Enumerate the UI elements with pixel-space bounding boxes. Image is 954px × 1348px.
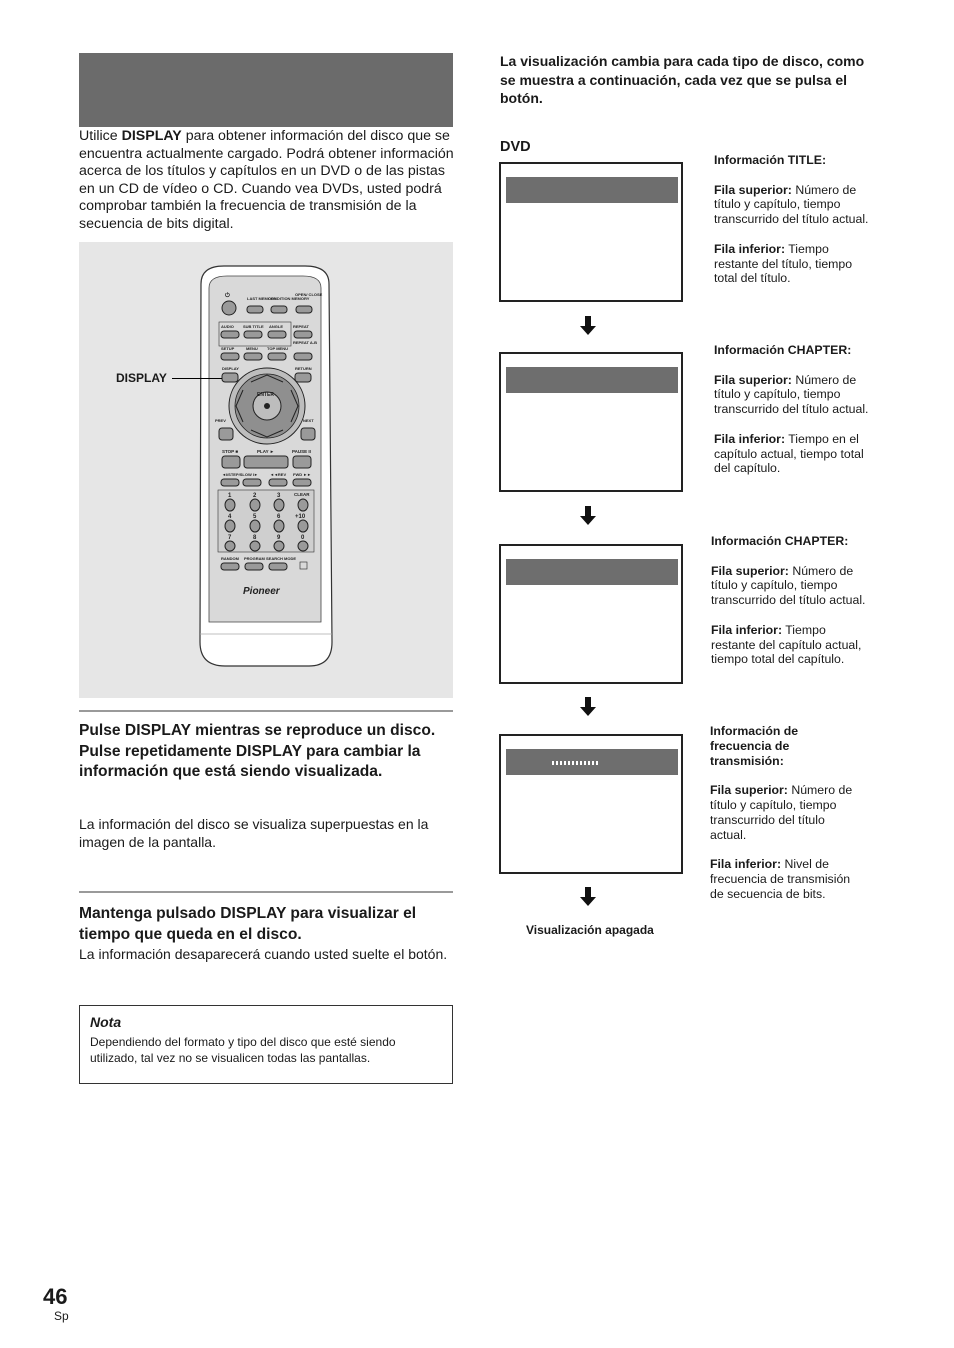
arrow-down-icon [578, 887, 598, 907]
label-enter: ENTER [257, 392, 274, 398]
section-header-band [79, 53, 453, 127]
menu-button[interactable] [244, 353, 262, 360]
info-bitrate: Información de frecuencia de transmisión: Fila superior: Número de título y capítulo, tiempo transcurrido del título actual. Fila inferior: Nivel de frecuencia de transmisión de secuencia de bits. [710, 724, 853, 901]
key-3[interactable] [274, 499, 284, 511]
search-mode-button[interactable] [269, 563, 287, 570]
label-condition-memory: CONDITION MEMORY [268, 296, 310, 301]
label-menu: MENU [246, 346, 258, 351]
bitrate-meter [552, 761, 600, 765]
digit-5: 5 [253, 514, 257, 520]
step1-body: La información del disco se visualiza superpuestas en la imagen de la pantalla. [79, 816, 429, 850]
label-random: RANDOM [221, 556, 239, 561]
intro-paragraph: Utilice DISPLAY para obtener información del disco que se encuentra actualmente cargado. Podrá obtener información acerca de los títulos y capítulos en un DVD o de las pistas en un CD de vídeo o CD. Cuando vea DVDs, usted podrá comprobar también la frecuencia de transmisión de la secuencia de bits digital. [79, 128, 454, 232]
repeat-ab-button[interactable] [294, 353, 312, 360]
prev-button[interactable] [219, 428, 233, 440]
repeat-button[interactable] [294, 331, 312, 338]
sub-title-button[interactable] [244, 331, 262, 338]
stop-button[interactable] [222, 456, 240, 468]
remote-control-illustration [79, 242, 453, 698]
label-stop: STOP ■ [222, 449, 239, 454]
step1-heading: Pulse DISPLAY mientras se reproduce un disco. Pulse repetidamente DISPLAY para cambiar la información que está siendo visualizada. [79, 722, 436, 780]
key-4[interactable] [225, 520, 235, 532]
fwd-button[interactable] [293, 479, 311, 486]
display-button[interactable] [222, 373, 238, 382]
label-audio: AUDIO [221, 324, 234, 329]
step2-heading: Mantenga pulsado DISPLAY para visualizar el tiempo que queda en el disco. [79, 905, 417, 943]
label-rev: ◄◄REV [270, 472, 287, 477]
label-next: NEXT [303, 418, 314, 423]
step1-rule [79, 710, 453, 712]
label-open-close: OPEN/ CLOSE [295, 292, 323, 297]
last-memory-button[interactable] [247, 306, 263, 313]
key-8[interactable] [250, 541, 260, 551]
step-back-button[interactable] [221, 479, 239, 486]
pioneer-logo: Pioneer [243, 586, 280, 597]
page-language: Sp [54, 1309, 69, 1323]
tv-screen-title [499, 162, 683, 302]
key-6[interactable] [274, 520, 284, 532]
digit-6: 6 [277, 514, 281, 520]
audio-button[interactable] [221, 331, 239, 338]
rev-button[interactable] [269, 479, 287, 486]
arrow-down-icon [578, 316, 598, 336]
step-forward-button[interactable] [243, 479, 261, 486]
label-prev: PREV [215, 418, 226, 423]
label-repeat-ab: REPEAT A-B [293, 340, 317, 345]
play-button[interactable] [244, 456, 288, 468]
directional-pad[interactable] [229, 368, 305, 444]
label-clear: CLEAR [294, 492, 310, 497]
angle-button[interactable] [268, 331, 286, 338]
label-play: PLAY ► [257, 449, 275, 454]
info-chapter-elapsed: Información CHAPTER: Fila superior: Número de título y capítulo, tiempo transcurrido del título actual. Fila inferior: Tiempo en el capítulo actual, tiempo total del capítulo. [714, 343, 869, 476]
arrow-down-icon [578, 697, 598, 717]
key-0[interactable] [298, 541, 308, 551]
label-search-mode: SEARCH MODE [266, 556, 297, 561]
label-sub-title: SUB TITLE [243, 324, 264, 329]
digit-3: 3 [277, 493, 281, 499]
label-top-menu: TOP MENU [267, 346, 288, 351]
osd-bar [506, 559, 678, 585]
label-program: PROGRAM [244, 556, 265, 561]
remote-illustration-panel [79, 242, 453, 698]
osd-bar [506, 367, 678, 393]
digit-2: 2 [253, 493, 257, 499]
key-clear[interactable] [298, 499, 308, 511]
tv-screen-chapter-remaining [499, 544, 683, 684]
nota-body: Dependiendo del formato y tipo del disco que esté siendo utilizado, tal vez no se visualicen todas las pantallas. [90, 1035, 396, 1065]
return-button[interactable] [295, 373, 311, 382]
key-1[interactable] [225, 499, 235, 511]
digit-9: 9 [277, 535, 281, 541]
open-close-button[interactable] [296, 306, 312, 313]
right-intro: La visualización cambia para cada tipo de disco, como se muestra a continuación, cada vez que se pulsa el botón. [500, 53, 865, 106]
display-callout-label: DISPLAY [116, 371, 167, 385]
step2-body: La información desaparecerá cuando usted suelte el botón. [79, 946, 448, 962]
key-2[interactable] [250, 499, 260, 511]
key-5[interactable] [250, 520, 260, 532]
svg-text:⏻: ⏻ [225, 293, 230, 299]
display-callout-line [172, 378, 222, 379]
label-angle: ANGLE [269, 324, 283, 329]
label-pause: PAUSE II [292, 449, 311, 454]
page-number: 46 [43, 1284, 68, 1309]
display-off-label: Visualización apagada [526, 923, 654, 937]
info-title: Información TITLE: Fila superior: Número de título y capítulo, tiempo transcurrido del título actual. Fila inferior: Tiempo restante del título, tiempo total del título. [714, 153, 869, 286]
nota-title: Nota [90, 1014, 122, 1030]
key-plus10[interactable] [298, 520, 308, 532]
label-plus10: +10 [295, 514, 306, 520]
digit-1: 1 [228, 493, 232, 499]
key-7[interactable] [225, 541, 235, 551]
arrow-down-icon [578, 506, 598, 526]
intro-display-keyword: DISPLAY [121, 128, 182, 144]
random-button[interactable] [221, 563, 239, 570]
digit-8: 8 [253, 535, 257, 541]
label-last-memory: LAST MEMORY [247, 296, 277, 301]
label-display: DISPLAY [222, 366, 239, 371]
top-menu-button[interactable] [268, 353, 286, 360]
tv-screen-bitrate [499, 734, 683, 874]
digit-4: 4 [228, 514, 232, 520]
label-return: RETURN [295, 366, 312, 371]
setup-button[interactable] [221, 353, 239, 360]
program-button[interactable] [245, 563, 263, 570]
pause-button[interactable] [293, 456, 311, 468]
step2-rule [79, 891, 453, 893]
condition-memory-button[interactable] [271, 306, 287, 313]
dvd-label: DVD [500, 139, 531, 155]
next-button[interactable] [301, 428, 315, 440]
info-chapter-remaining: Información CHAPTER: Fila superior: Número de título y capítulo, tiempo transcurrido del título actual. Fila inferior: Tiempo restante del capítulo actual, tiempo total del capítulo. [711, 534, 866, 667]
label-step-slow: ◄I/STEP/SLOW I► [222, 472, 258, 477]
osd-bar [506, 177, 678, 203]
tv-screen-chapter-elapsed [499, 352, 683, 492]
digit-7: 7 [228, 535, 232, 541]
label-setup: SETUP [221, 346, 235, 351]
key-9[interactable] [274, 541, 284, 551]
label-fwd: FWD ►► [293, 472, 312, 477]
osd-bar [506, 749, 678, 775]
digit-0: 0 [301, 535, 305, 541]
label-repeat: REPEAT [293, 324, 309, 329]
